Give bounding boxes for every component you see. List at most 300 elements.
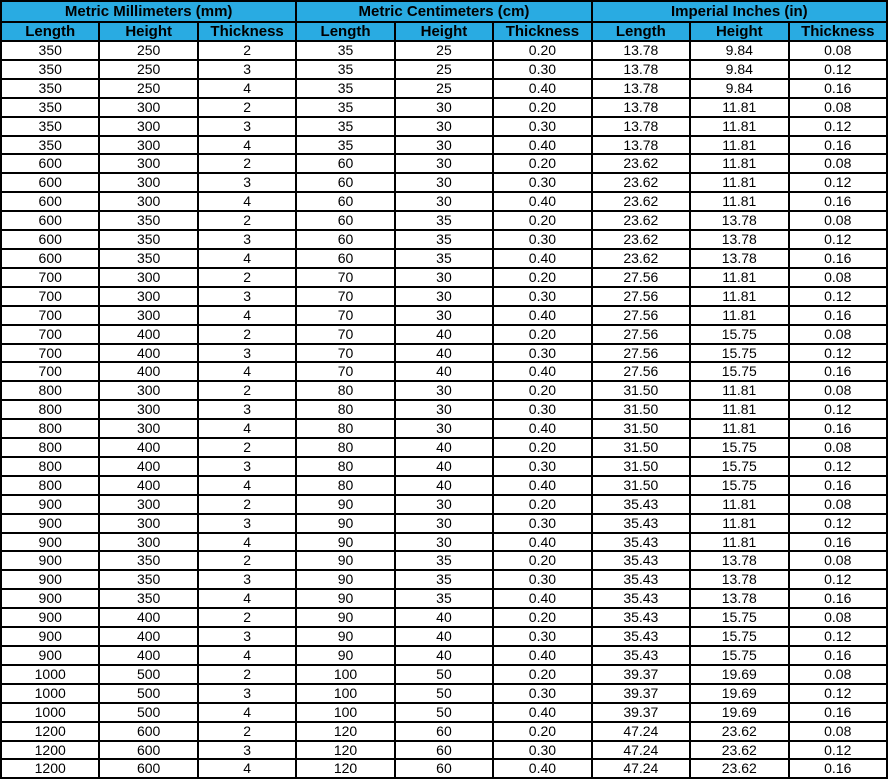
cell: 600: [1, 192, 99, 211]
cell: 350: [1, 60, 99, 79]
cell: 0.20: [493, 665, 591, 684]
cell: 350: [1, 117, 99, 136]
cell: 9.84: [690, 41, 788, 60]
cell: 4: [198, 759, 296, 778]
cell: 35.43: [592, 646, 690, 665]
column-header-thickness: Thickness: [198, 22, 296, 41]
cell: 4: [198, 419, 296, 438]
column-header-height: Height: [99, 22, 197, 41]
cell: 13.78: [690, 570, 788, 589]
cell: 35: [296, 117, 394, 136]
cell: 900: [1, 646, 99, 665]
cell: 600: [1, 230, 99, 249]
cell: 800: [1, 419, 99, 438]
table-row: [1, 344, 887, 363]
table-row: [1, 60, 887, 79]
cell: 27.56: [592, 268, 690, 287]
cell: 90: [296, 570, 394, 589]
cell: 4: [198, 703, 296, 722]
cell: 15.75: [690, 325, 788, 344]
cell: 0.30: [493, 230, 591, 249]
cell: 0.30: [493, 627, 591, 646]
column-header-row: [1, 22, 887, 41]
cell: 0.12: [789, 457, 888, 476]
cell: 2: [198, 41, 296, 60]
cell: 40: [395, 344, 493, 363]
cell: 0.08: [789, 665, 888, 684]
cell: 3: [198, 230, 296, 249]
table-row: [1, 759, 887, 778]
cell: 0.30: [493, 741, 591, 760]
cell: 900: [1, 551, 99, 570]
cell: 4: [198, 476, 296, 495]
table-row: [1, 514, 887, 533]
cell: 11.81: [690, 192, 788, 211]
cell: 350: [99, 589, 197, 608]
table-row: [1, 268, 887, 287]
cell: 3: [198, 400, 296, 419]
cell: 250: [99, 41, 197, 60]
cell: 0.16: [789, 306, 888, 325]
cell: 3: [198, 570, 296, 589]
cell: 350: [1, 79, 99, 98]
cell: 0.08: [789, 41, 888, 60]
cell: 0.30: [493, 570, 591, 589]
cell: 600: [99, 722, 197, 741]
cell: 300: [99, 514, 197, 533]
cell: 40: [395, 476, 493, 495]
cell: 300: [99, 117, 197, 136]
cell: 4: [198, 362, 296, 381]
cell: 0.12: [789, 230, 888, 249]
cell: 35: [395, 249, 493, 268]
cell: 13.78: [592, 136, 690, 155]
cell: 25: [395, 41, 493, 60]
cell: 15.75: [690, 608, 788, 627]
cell: 0.40: [493, 362, 591, 381]
cell: 60: [395, 741, 493, 760]
cell: 400: [99, 646, 197, 665]
table-row: [1, 325, 887, 344]
cell: 15.75: [690, 476, 788, 495]
cell: 13.78: [592, 117, 690, 136]
cell: 0.40: [493, 703, 591, 722]
cell: 350: [99, 211, 197, 230]
cell: 31.50: [592, 457, 690, 476]
cell: 2: [198, 381, 296, 400]
table-row: [1, 722, 887, 741]
cell: 0.08: [789, 211, 888, 230]
cell: 80: [296, 476, 394, 495]
cell: 0.40: [493, 589, 591, 608]
cell: 0.08: [789, 438, 888, 457]
cell: 0.20: [493, 722, 591, 741]
cell: 35: [296, 98, 394, 117]
cell: 900: [1, 570, 99, 589]
cell: 4: [198, 249, 296, 268]
column-header-length: Length: [1, 22, 99, 41]
cell: 900: [1, 495, 99, 514]
cell: 60: [395, 759, 493, 778]
cell: 35.43: [592, 495, 690, 514]
cell: 900: [1, 533, 99, 552]
cell: 3: [198, 627, 296, 646]
cell: 0.16: [789, 362, 888, 381]
column-header-height: Height: [395, 22, 493, 41]
cell: 600: [99, 741, 197, 760]
cell: 11.81: [690, 381, 788, 400]
cell: 11.81: [690, 495, 788, 514]
cell: 300: [99, 533, 197, 552]
cell: 35: [296, 79, 394, 98]
cell: 60: [296, 211, 394, 230]
cell: 30: [395, 98, 493, 117]
cell: 11.81: [690, 154, 788, 173]
table-row: [1, 400, 887, 419]
cell: 0.20: [493, 211, 591, 230]
cell: 0.30: [493, 457, 591, 476]
cell: 0.30: [493, 173, 591, 192]
cell: 15.75: [690, 627, 788, 646]
cell: 23.62: [690, 722, 788, 741]
cell: 80: [296, 457, 394, 476]
cell: 50: [395, 684, 493, 703]
cell: 2: [198, 211, 296, 230]
cell: 0.12: [789, 514, 888, 533]
cell: 90: [296, 589, 394, 608]
table-row: [1, 457, 887, 476]
column-header-length: Length: [592, 22, 690, 41]
cell: 80: [296, 400, 394, 419]
table-row: [1, 476, 887, 495]
cell: 0.20: [493, 268, 591, 287]
cell: 350: [99, 551, 197, 570]
cell: 400: [99, 457, 197, 476]
cell: 35: [395, 230, 493, 249]
cell: 100: [296, 703, 394, 722]
cell: 700: [1, 344, 99, 363]
cell: 0.12: [789, 627, 888, 646]
cell: 500: [99, 703, 197, 722]
column-header-length: Length: [296, 22, 394, 41]
cell: 0.16: [789, 589, 888, 608]
cell: 0.40: [493, 192, 591, 211]
cell: 60: [395, 722, 493, 741]
cell: 0.40: [493, 646, 591, 665]
cell: 800: [1, 438, 99, 457]
cell: 47.24: [592, 759, 690, 778]
cell: 39.37: [592, 665, 690, 684]
cell: 300: [99, 287, 197, 306]
cell: 0.16: [789, 533, 888, 552]
cell: 13.78: [592, 79, 690, 98]
cell: 300: [99, 268, 197, 287]
cell: 300: [99, 192, 197, 211]
cell: 35: [395, 570, 493, 589]
cell: 31.50: [592, 400, 690, 419]
cell: 4: [198, 306, 296, 325]
column-header-thickness: Thickness: [789, 22, 888, 41]
cell: 11.81: [690, 287, 788, 306]
cell: 400: [99, 344, 197, 363]
cell: 2: [198, 325, 296, 344]
cell: 2: [198, 438, 296, 457]
cell: 11.81: [690, 533, 788, 552]
cell: 300: [99, 154, 197, 173]
cell: 35.43: [592, 533, 690, 552]
cell: 27.56: [592, 325, 690, 344]
cell: 31.50: [592, 381, 690, 400]
cell: 300: [99, 381, 197, 400]
cell: 800: [1, 476, 99, 495]
cell: 900: [1, 608, 99, 627]
cell: 350: [99, 230, 197, 249]
cell: 9.84: [690, 60, 788, 79]
table-row: [1, 438, 887, 457]
cell: 0.16: [789, 646, 888, 665]
cell: 50: [395, 703, 493, 722]
cell: 800: [1, 400, 99, 419]
cell: 23.62: [592, 211, 690, 230]
cell: 23.62: [592, 173, 690, 192]
table-row: [1, 495, 887, 514]
cell: 0.20: [493, 551, 591, 570]
cell: 2: [198, 154, 296, 173]
cell: 40: [395, 608, 493, 627]
table-row: [1, 665, 887, 684]
cell: 35.43: [592, 608, 690, 627]
cell: 15.75: [690, 646, 788, 665]
cell: 23.62: [592, 249, 690, 268]
cell: 100: [296, 665, 394, 684]
cell: 700: [1, 268, 99, 287]
cell: 3: [198, 344, 296, 363]
table-row: [1, 646, 887, 665]
cell: 47.24: [592, 741, 690, 760]
cell: 70: [296, 344, 394, 363]
cell: 60: [296, 192, 394, 211]
cell: 0.20: [493, 381, 591, 400]
cell: 0.40: [493, 533, 591, 552]
cell: 0.16: [789, 759, 888, 778]
cell: 100: [296, 684, 394, 703]
group-header-metric-cm: Metric Centimeters (cm): [296, 1, 591, 22]
cell: 11.81: [690, 117, 788, 136]
cell: 23.62: [592, 230, 690, 249]
cell: 11.81: [690, 306, 788, 325]
cell: 19.69: [690, 703, 788, 722]
cell: 25: [395, 79, 493, 98]
cell: 0.30: [493, 287, 591, 306]
cell: 0.20: [493, 495, 591, 514]
cell: 60: [296, 173, 394, 192]
cell: 0.12: [789, 684, 888, 703]
cell: 1000: [1, 665, 99, 684]
cell: 300: [99, 419, 197, 438]
cell: 11.81: [690, 98, 788, 117]
cell: 35: [296, 136, 394, 155]
cell: 80: [296, 419, 394, 438]
table-row: [1, 79, 887, 98]
cell: 11.81: [690, 400, 788, 419]
cell: 30: [395, 495, 493, 514]
column-header-height: Height: [690, 22, 788, 41]
cell: 300: [99, 173, 197, 192]
cell: 13.78: [592, 60, 690, 79]
cell: 70: [296, 306, 394, 325]
cell: 13.78: [592, 41, 690, 60]
cell: 0.12: [789, 570, 888, 589]
cell: 60: [296, 154, 394, 173]
cell: 4: [198, 136, 296, 155]
cell: 50: [395, 665, 493, 684]
cell: 13.78: [592, 98, 690, 117]
cell: 2: [198, 608, 296, 627]
cell: 2: [198, 722, 296, 741]
cell: 19.69: [690, 684, 788, 703]
cell: 0.40: [493, 79, 591, 98]
cell: 0.16: [789, 249, 888, 268]
cell: 13.78: [690, 551, 788, 570]
cell: 300: [99, 400, 197, 419]
cell: 30: [395, 306, 493, 325]
cell: 19.69: [690, 665, 788, 684]
cell: 4: [198, 79, 296, 98]
table-row: [1, 41, 887, 60]
cell: 30: [395, 192, 493, 211]
cell: 3: [198, 287, 296, 306]
cell: 47.24: [592, 722, 690, 741]
table-row: [1, 627, 887, 646]
cell: 300: [99, 136, 197, 155]
cell: 3: [198, 60, 296, 79]
cell: 0.08: [789, 551, 888, 570]
cell: 350: [1, 41, 99, 60]
cell: 4: [198, 533, 296, 552]
table-row: [1, 211, 887, 230]
cell: 0.40: [493, 419, 591, 438]
cell: 600: [1, 173, 99, 192]
cell: 11.81: [690, 268, 788, 287]
cell: 0.16: [789, 703, 888, 722]
cell: 70: [296, 268, 394, 287]
cell: 0.20: [493, 438, 591, 457]
cell: 35: [395, 551, 493, 570]
table-row: [1, 136, 887, 155]
cell: 0.30: [493, 400, 591, 419]
table-body: [1, 41, 887, 778]
cell: 13.78: [690, 211, 788, 230]
cell: 0.40: [493, 306, 591, 325]
cell: 400: [99, 476, 197, 495]
cell: 500: [99, 665, 197, 684]
table-row: [1, 173, 887, 192]
cell: 0.16: [789, 79, 888, 98]
cell: 35: [395, 589, 493, 608]
cell: 400: [99, 627, 197, 646]
cell: 40: [395, 438, 493, 457]
table-row: [1, 362, 887, 381]
cell: 11.81: [690, 136, 788, 155]
cell: 3: [198, 684, 296, 703]
cell: 0.16: [789, 192, 888, 211]
table-row: [1, 533, 887, 552]
cell: 31.50: [592, 476, 690, 495]
cell: 15.75: [690, 344, 788, 363]
cell: 23.62: [690, 741, 788, 760]
cell: 0.08: [789, 154, 888, 173]
column-header-thickness: Thickness: [493, 22, 591, 41]
cell: 40: [395, 627, 493, 646]
cell: 3: [198, 117, 296, 136]
table-row: [1, 98, 887, 117]
cell: 2: [198, 665, 296, 684]
cell: 0.16: [789, 476, 888, 495]
cell: 0.12: [789, 60, 888, 79]
cell: 30: [395, 533, 493, 552]
cell: 600: [1, 154, 99, 173]
cell: 2: [198, 495, 296, 514]
cell: 80: [296, 438, 394, 457]
table-row: [1, 608, 887, 627]
cell: 30: [395, 419, 493, 438]
table-row: [1, 306, 887, 325]
cell: 0.20: [493, 98, 591, 117]
cell: 0.30: [493, 684, 591, 703]
cell: 0.12: [789, 741, 888, 760]
cell: 90: [296, 495, 394, 514]
cell: 0.20: [493, 41, 591, 60]
cell: 800: [1, 457, 99, 476]
table-row: [1, 703, 887, 722]
cell: 700: [1, 287, 99, 306]
cell: 3: [198, 741, 296, 760]
cell: 13.78: [690, 230, 788, 249]
cell: 35: [296, 60, 394, 79]
cell: 120: [296, 741, 394, 760]
cell: 40: [395, 325, 493, 344]
cell: 35.43: [592, 551, 690, 570]
cell: 35: [395, 211, 493, 230]
cell: 900: [1, 514, 99, 533]
cell: 400: [99, 362, 197, 381]
cell: 13.78: [690, 249, 788, 268]
cell: 30: [395, 287, 493, 306]
table-row: [1, 287, 887, 306]
table-row: [1, 741, 887, 760]
cell: 11.81: [690, 419, 788, 438]
cell: 35.43: [592, 627, 690, 646]
cell: 27.56: [592, 306, 690, 325]
cell: 1000: [1, 703, 99, 722]
cell: 0.40: [493, 136, 591, 155]
cell: 39.37: [592, 703, 690, 722]
cell: 0.08: [789, 268, 888, 287]
cell: 1200: [1, 759, 99, 778]
cell: 900: [1, 627, 99, 646]
table-row: [1, 192, 887, 211]
table-row: [1, 381, 887, 400]
cell: 9.84: [690, 79, 788, 98]
cell: 600: [99, 759, 197, 778]
cell: 0.30: [493, 117, 591, 136]
cell: 0.08: [789, 381, 888, 400]
cell: 40: [395, 362, 493, 381]
cell: 700: [1, 362, 99, 381]
cell: 27.56: [592, 287, 690, 306]
cell: 3: [198, 457, 296, 476]
cell: 90: [296, 646, 394, 665]
